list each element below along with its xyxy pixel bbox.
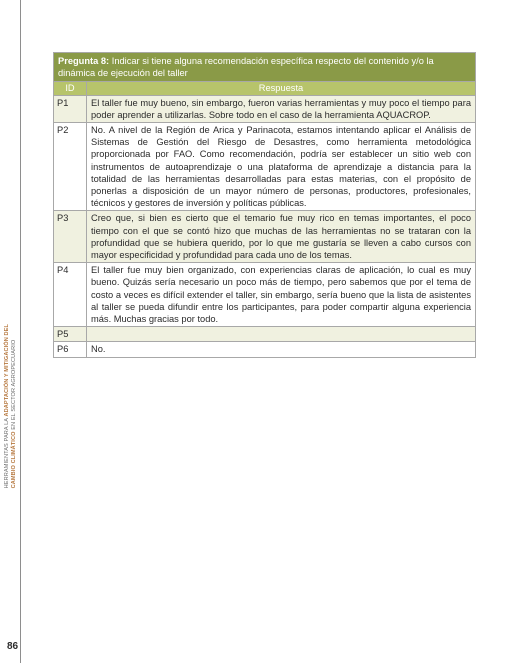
- column-header-id: ID: [54, 82, 87, 95]
- row-id: P1: [54, 95, 87, 122]
- running-header-line1-accent: ADAPTACIÓN Y MITIGACIÓN DEL: [4, 323, 10, 417]
- row-id: P4: [54, 263, 87, 327]
- row-id: P2: [54, 123, 87, 211]
- row-id: P5: [54, 327, 87, 342]
- question-row: [54, 53, 476, 82]
- running-header-line1-text: HERRAMIENTAS PARA LA: [4, 416, 10, 488]
- row-answer: [87, 327, 476, 342]
- table-row: [54, 342, 476, 357]
- responses-table: [53, 52, 476, 358]
- row-answer: Creo que, si bien es cierto que el temario fue muy rico en temas importantes, el poco tiempo con el que se contó hizo que muchas de las herramientas no se trataran con la profundidad que se hubiera querido, por lo que me gustaría se lleven a cabo cursos con mayor especificidad y profundidad para cada uno de los temas.: [87, 211, 476, 263]
- running-header-line2-accent: CAMBIO CLIMÁTICO: [11, 431, 17, 488]
- table-row: [54, 327, 476, 342]
- running-header-text: [4, 324, 18, 488]
- row-answer: El taller fue muy bueno, sin embargo, fueron varias herramientas y muy poco el tiempo para poder aprender a utilizarlas. Sobre todo en el caso de la herramienta AQUACROP.: [87, 95, 476, 122]
- running-header: [4, 248, 18, 488]
- row-id: P3: [54, 211, 87, 263]
- column-header-row: [54, 82, 476, 95]
- table-row: [54, 123, 476, 211]
- row-answer: No.: [87, 342, 476, 357]
- page-number: 86: [7, 641, 19, 652]
- row-id: P6: [54, 342, 87, 357]
- column-header-answer: Respuesta: [87, 82, 476, 95]
- running-header-line1: [4, 324, 10, 488]
- margin-rule: [20, 0, 21, 663]
- row-answer: El taller fue muy bien organizado, con experiencias claras de aplicación, lo cual es muy bueno. Quizás sería necesario un poco más de tiempo, pero sabemos que por el tema de costo a veces es difícil extender el taller, sin embargo, sería bueno que la lista de asistentes al taller se pueda difundir entre los participantes, para poder compartir alguna experiencia más. Muchas gracias por todo.: [87, 263, 476, 327]
- question-label: Pregunta 8:: [58, 56, 110, 66]
- table-row: [54, 263, 476, 327]
- running-header-line2: [11, 339, 17, 488]
- question-cell: [54, 53, 476, 82]
- table-row: [54, 211, 476, 263]
- running-header-line2-text: EN EL SECTOR AGROPECUARIO: [11, 339, 17, 432]
- row-answer: No. A nivel de la Región de Arica y Parinacota, estamos intentando aplicar el Análisis de Sistemas de Gestión del Riesgo de Desastres, como herramienta metodológica proporcionada por FAO. Como recomendación, podría ser establecer un sitio web con instrumentos de autoaprendizaje o una plataforma de aprendizaje a distancia para la totalidad de las herramientas desarrolladas para estas materias, con el propósito de ponerlas a disposición de un mayor número de personas, productores, profesionales, técnicos y gestores de inversión y políticas públicas.: [87, 123, 476, 211]
- question-text: Indicar si tiene alguna recomendación específica respecto del contenido y/o la dinámica de ejecución del taller: [58, 56, 434, 79]
- table-row: [54, 95, 476, 122]
